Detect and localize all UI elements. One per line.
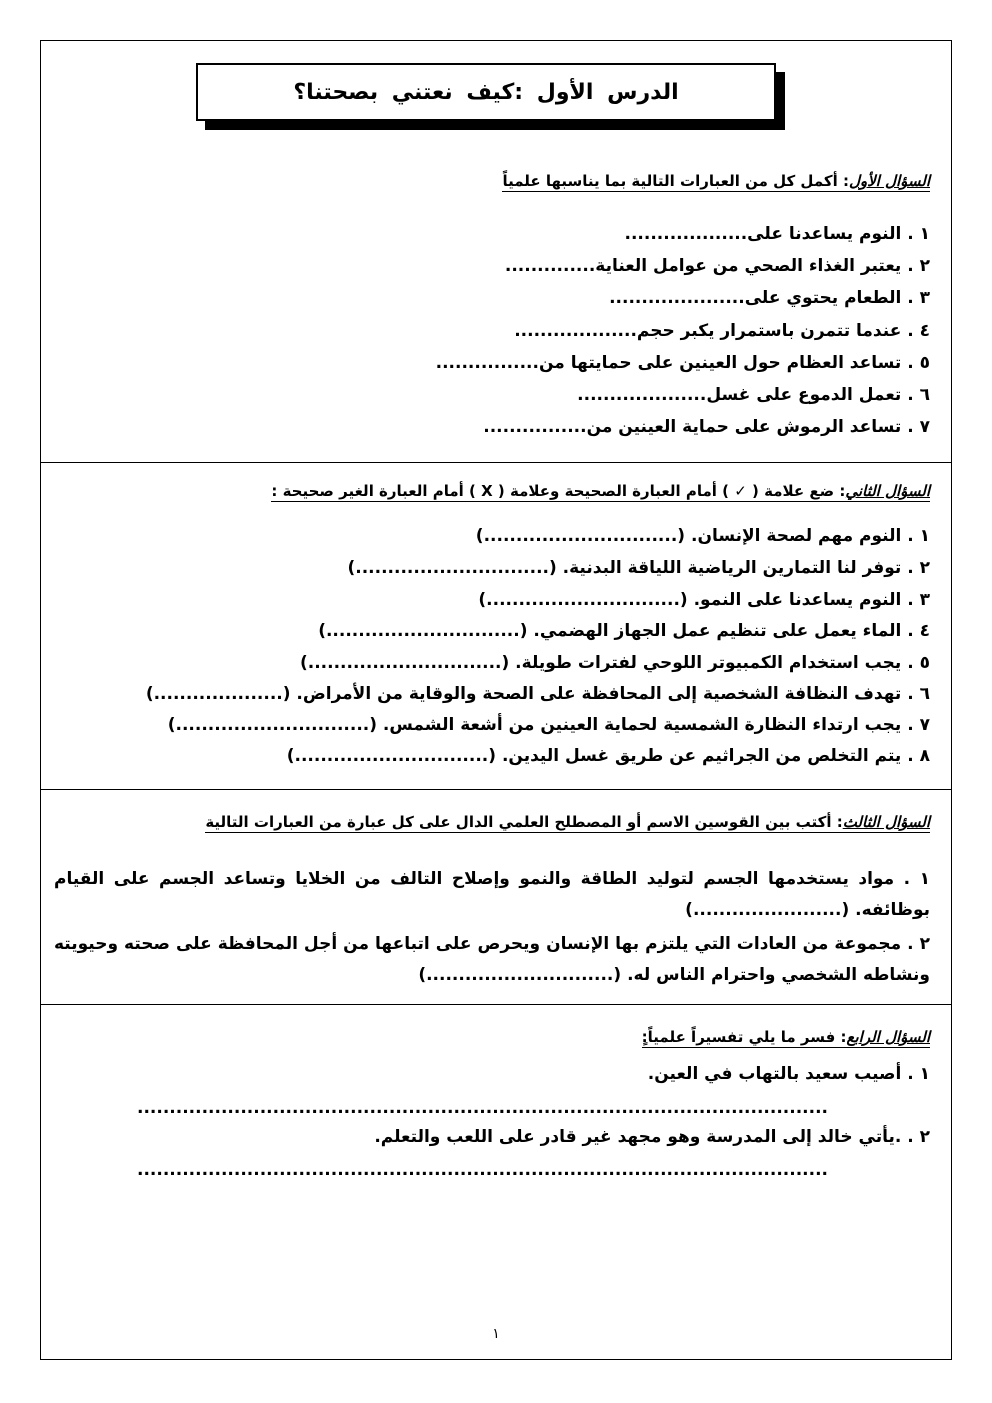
q4-item-1: ١ . أصيب سعيد بالتهاب في العين. [647, 1064, 930, 1084]
lesson-title [196, 63, 776, 121]
q3-item-1: ١ . مواد يستخدمها الجسم لتوليد الطاقة والنمو وإصلاح التالف من الخلايا وتساعد الجسم على القيام بوظائفه. (.......................) [54, 869, 930, 920]
q2-item-1: ١ . النوم مهم لصحة الإنسان. (..............................) [475, 526, 930, 546]
q2-instruction: : ضع علامة ( ✓ ) أمام العبارة الصحيحة وعلامة ( X ) أمام العبارة الغير صحيحة : [271, 482, 846, 500]
q2-item-6: ٦ . تهدف النظافة الشخصية إلى المحافظة على الصحة والوقاية من الأمراض. (....................) [145, 684, 930, 704]
q2-item-8: ٨ . يتم التخلص من الجراثيم عن طريق غسل اليدين. (..............................) [286, 746, 930, 766]
q1-label: السؤال الأول [848, 172, 930, 190]
q2-item-2: ٢ . توفر لنا التمارين الرياضية اللياقة البدنية. (..............................) [347, 558, 930, 578]
q4-label: السؤال الرابع [846, 1028, 930, 1046]
q1-item-7: ٧ . تساعد الرموش على حماية العينين من................ [483, 417, 930, 437]
q2-heading [271, 482, 930, 502]
page-number: ١ [492, 1326, 500, 1342]
divider-2 [40, 789, 952, 790]
divider-1 [40, 462, 952, 463]
q4-item-2: ٢ . .يأتي خالد إلى المدرسة وهو مجهد غير قادر على اللعب والتعلم. [374, 1127, 930, 1147]
q2-item-3: ٣ . النوم يساعدنا على النمو. (..............................) [478, 590, 930, 610]
q1-item-1: ١ . النوم يساعدنا على................... [624, 224, 930, 244]
q3-label: السؤال الثالث [842, 813, 930, 831]
q4-answer-line-1[interactable]: ........................................................................................................... [137, 1098, 829, 1118]
q1-item-4: ٤ . عندما تتمرن باستمرار يكبر حجم................... [514, 321, 930, 341]
q2-item-4: ٤ . الماء يعمل على تنظيم عمل الجهاز الهضمي. (..............................) [318, 621, 930, 641]
q2-item-5: ٥ . يجب استخدام الكمبيوتر اللوحي لفترات طويلة. (..............................) [299, 653, 930, 673]
q4-instruction: : فسر ما يلي تفسيراً علمياً:ٍ [641, 1028, 847, 1046]
q1-instruction: : أكمل كل من العبارات التالية بما يناسبها علمياً [502, 172, 849, 190]
q3-instruction: : أكتب بين القوسين الاسم أو المصطلح العلمي الدال على كل عبارة من العبارات التالية [205, 813, 843, 831]
q1-item-6: ٦ . تعمل الدموع على غسل.................... [577, 385, 930, 405]
q4-answer-line-2[interactable]: ........................................................................................................... [137, 1160, 829, 1180]
q3-item-2: ٢ . مجموعة من العادات التي يلتزم بها الإنسان ويحرص على اتباعها من أجل المحافظة على صحته وحيويته ونشاطه الشخصي واحترام الناس له. (.............................) [54, 934, 930, 985]
lesson-title-text: الدرس الأول :كيف نعتني بصحتنا؟ [293, 79, 679, 105]
q2-item-7: ٧ . يجب ارتداء النظارة الشمسية لحماية العينين من أشعة الشمس. (..............................) [167, 715, 930, 735]
q1-item-3: ٣ . الطعام يحتوي على..................... [609, 288, 930, 308]
divider-3 [40, 1004, 952, 1005]
q3-heading [205, 813, 930, 833]
q2-label: السؤال الثاني [845, 482, 930, 500]
q1-item-2: ٢ . يعتبر الغذاء الصحي من عوامل العناية.............. [504, 256, 930, 276]
q1-heading [502, 172, 930, 192]
q1-item-5: ٥ . تساعد العظام حول العينين على حمايتها من................ [435, 353, 930, 373]
q4-heading [642, 1028, 930, 1048]
